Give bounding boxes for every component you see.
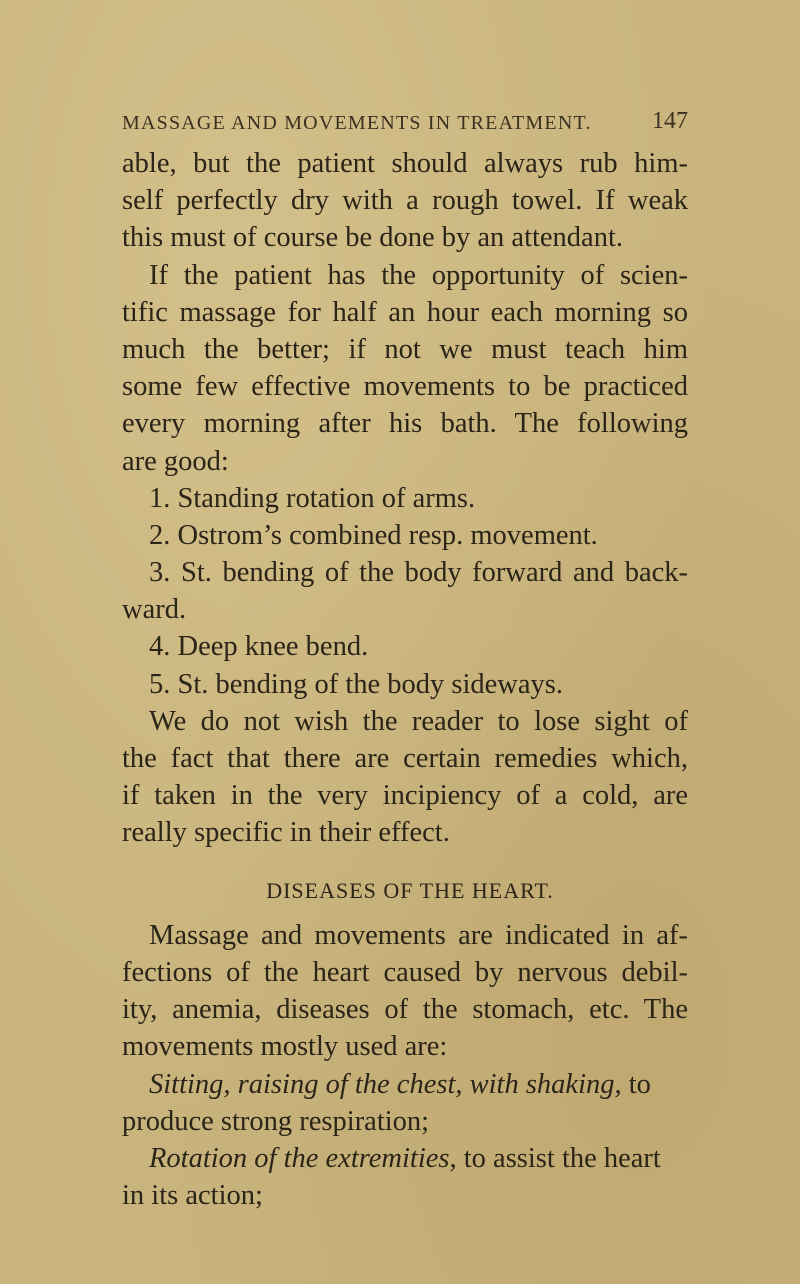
text-line: this must of course be done by an attendant. — [122, 222, 624, 254]
list-item: 4. Deep knee bend. — [149, 631, 369, 663]
text-line: tific massage for half an hour each morning so — [122, 296, 688, 328]
text-run: to assist the heart — [456, 1142, 661, 1174]
italic-phrase: Sitting, raising of the chest, with shaking, — [149, 1068, 622, 1100]
italic-phrase: Rotation of the extremities, — [149, 1142, 457, 1174]
text-line: the fact that there are certain remedies which, — [122, 743, 688, 774]
text-line — [122, 1140, 688, 1177]
running-head-title: MASSAGE AND MOVEMENTS IN TREATMENT. — [122, 112, 592, 134]
text-line: able, but the patient should always rub him- — [122, 148, 688, 179]
text-line: self perfectly dry with a rough towel. If weak — [122, 185, 688, 217]
running-head — [122, 108, 688, 140]
text-line: are good: — [122, 445, 229, 477]
text-line: We do not wish the reader to lose sight of — [149, 705, 688, 737]
body-text — [122, 145, 688, 1214]
text-line — [122, 1066, 688, 1103]
text-line: Massage and movements are indicated in af- — [149, 919, 688, 951]
section-heading: DISEASES OF THE HEART. — [266, 877, 554, 903]
text-line: some few effective movements to be practiced — [122, 371, 688, 403]
text-line: if taken in the very incipiency of a cold, are — [122, 780, 688, 812]
text-line: produce strong respiration; — [122, 1105, 430, 1137]
text-line: ward. — [122, 594, 187, 626]
text-line: movements mostly used are: — [122, 1031, 448, 1063]
text-line: really specific in their effect. — [122, 817, 450, 849]
text-line: much the better; if not we must teach him — [122, 333, 688, 365]
text-line: every morning after his bath. The following — [122, 408, 688, 440]
page-number: 147 — [652, 108, 688, 134]
text-line: in its action; — [122, 1180, 263, 1212]
list-item: 5. St. bending of the body sideways. — [149, 668, 564, 700]
text-run: to — [621, 1068, 651, 1100]
text-line: ity, anemia, diseases of the stomach, etc. The — [122, 994, 688, 1026]
text-line: If the patient has the opportunity of scien- — [149, 259, 688, 291]
list-item: 1. Standing rotation of arms. — [149, 482, 476, 514]
list-item: 3. St. bending of the body forward and back- — [149, 557, 688, 589]
text-line: fections of the heart caused by nervous debil- — [122, 956, 688, 988]
list-item: 2. Ostrom’s combined resp. movement. — [149, 519, 598, 551]
